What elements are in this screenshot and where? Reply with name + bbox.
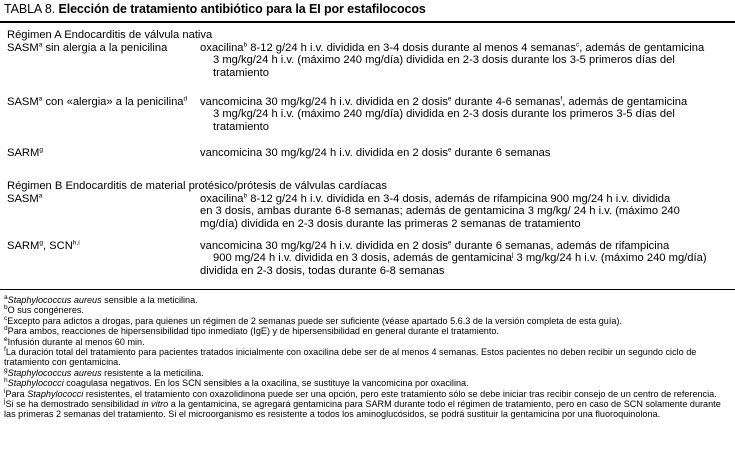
treatment-cell: vancomicina 30 mg/kg/24 h i.v. dividida en 2 dosis$^e$ durante 6 semanas [200, 146, 551, 159]
footnote: $^i$Para Staphylococci resistentes, el tratamiento con oxazolidinona puede ser una opción, pero este tratamiento sólo se debe iniciar tras recibir consejo de un centro de referencia. [4, 387, 717, 399]
footnote: $^e$Infusión durante al menos 60 min. [4, 335, 145, 347]
treatment-cell: oxacilina$^b$ 8-12 g/24 h i.v. dividida en 3-4 dosis, además de rifampicina 900 mg/24 h i.v. dividida en 3 dosis, ambas durante 6-8 semanas; además de gentamicina 3 mg/kg/ 24 h i.v. (máximo 240 mg/día) dividida en 2-3 dosis durante las primeras 2 semanas de tratamiento [200, 192, 680, 230]
footnote: $^d$Para ambos, reacciones de hipersensibilidad tipo inmediato (IgE) y de hipersensibilidad en general durante el tratamiento. [4, 325, 499, 337]
footnote: $^b$O sus congéneres. [4, 304, 84, 316]
top-rule [0, 21, 735, 23]
footnote: $^h$Staphylococci coagulasa negativos. En los SCN sensibles a la oxacilina, se sustituye la vancomicina por oxacilina. [4, 377, 469, 389]
treatment-cell: oxacilina$^b$ 8-12 g/24 h i.v. dividida en 3-4 dosis durante al menos 4 semanas$^c$, además de gentamicina 3 mg/kg/24 h i.v. (máximo 240 mg/día) dividida en 2-3 dosis durante los 3-5 primeros días del tratamiento [200, 41, 705, 79]
table-label: TABLA 8. [4, 2, 56, 16]
table-title-text: Elección de tratamiento antibiótico para la EI por estafilococos [58, 2, 426, 16]
footnote: $^f$La duración total del tratamiento para pacientes tratados inicialmente con oxacilina debe ser de al menos 4 semanas. Estos pacientes no deben recibir un segundo ciclo de tratamiento con gentamicina. [4, 346, 697, 368]
patient-cell: SASM$^a$ con «alergia» a la penicilina$^d$ [7, 95, 188, 108]
footnotes [4, 295, 732, 420]
footnote: $^g$Staphylococcus aureus resistente a la meticilina. [4, 366, 204, 378]
table-title [4, 2, 426, 16]
footnote: $^c$Excepto para adictos a drogas, para quienes un régimen de 2 semanas puede ser suficiente (véase apartado 5.6.3 de la versión completa de esta guía). [4, 314, 622, 326]
patient-cell: SARM$^g$, SCN$^{h,i}$ [7, 239, 80, 252]
treatment-cell: vancomicina 30 mg/kg/24 h i.v. dividida en 2 dosis$^e$ durante 4-6 semanas$^f$, además de gentamicina 3 mg/kg/24 h i.v. (máximo 240 mg/día) dividida en 2-3 dosis durante los primeros 3-5 días del tratamiento [200, 95, 688, 133]
footnote: $^a$Staphylococcus aureus sensible a la meticilina. [4, 293, 198, 305]
patient-cell: SARM$^g$ [7, 146, 43, 159]
regimen-b-heading: Régimen B Endocarditis de material protésico/prótesis de válvulas cardíacas [7, 180, 387, 192]
treatment-cell: vancomicina 30 mg/kg/24 h i.v. dividida en 2 dosis$^e$ durante 6 semanas, además de rifampicina 900 mg/24 h i.v. dividida en 3 dosis, además de gentamicina$^j$ 3 mg/kg/24 h i.v. (máximo 240 mg/día) dividida en 2-3 dosis, todas durante 6-8 semanas [200, 239, 707, 277]
footnote: $^j$Si se ha demostrado sensibilidad in vitro a la gentamicina, se agregará gentamicina para SARM durante todo el régimen de tratamiento, pero en caso de SCN solamente durante las primeras 2 semanas del tratamiento. Si el microorganismo es resistente a todos los aminoglucósidos, se podrá sustituir la gentamicina por una fluoroquinolona. [4, 398, 721, 420]
bottom-rule [0, 289, 735, 290]
patient-cell: SASM$^a$ sin alergia a la penicilina [7, 41, 168, 54]
patient-cell: SASM$^a$ [7, 192, 43, 205]
regimen-a-heading: Régimen A Endocarditis de válvula nativa [7, 29, 213, 41]
